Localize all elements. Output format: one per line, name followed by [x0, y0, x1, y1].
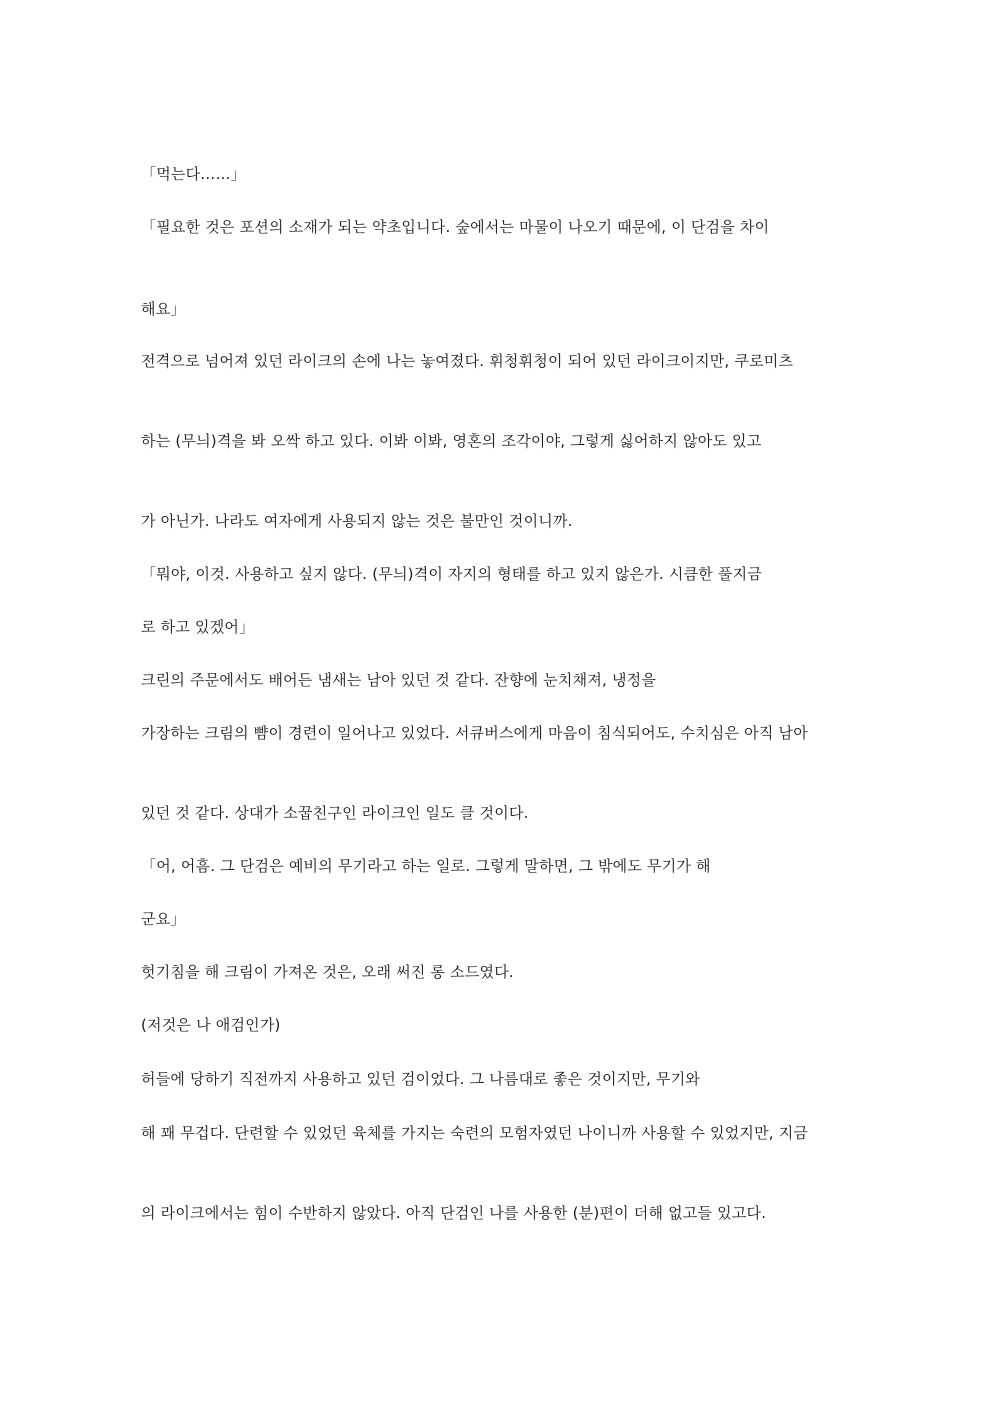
paragraph-1: 「먹는다……」 — [141, 165, 246, 183]
paragraph-7: 「뭐야, 이것. 사용하고 싶지 않다. (무늬)격이 자지의 형태를 하고 있지 않은가. 시큼한 풀지금 — [141, 565, 762, 583]
paragraph-15: (저것은 나 애검인가) — [141, 1016, 281, 1034]
paragraph-5: 하는 (무늬)격을 봐 오싹 하고 있다. 이봐 이봐, 영혼의 조각이야, 그렇게 싫어하지 않아도 있고 — [141, 432, 762, 450]
paragraph-2: 「필요한 것은 포션의 소재가 되는 약초입니다. 숲에서는 마물이 나오기 때문에, 이 단검을 차이 — [141, 218, 770, 236]
paragraph-13: 군요」 — [141, 910, 186, 928]
paragraph-10: 가장하는 크림의 뺨이 경련이 일어나고 있었다. 서큐버스에게 마음이 침식되어도, 수치심은 아직 남아 — [141, 724, 808, 742]
paragraph-17: 해 꽤 무겁다. 단련할 수 있었던 육체를 가지는 숙련의 모험자였던 나이니까 사용할 수 있었지만, 지금 — [141, 1124, 809, 1142]
paragraph-12: 「어, 어흠. 그 단검은 예비의 무기라고 하는 일로. 그렇게 말하면, 그 밖에도 무기가 해 — [141, 857, 711, 875]
paragraph-18: 의 라이크에서는 힘이 수반하지 않았다. 아직 단검인 나를 사용한 (분)편이 더해 없고들 있고다. — [141, 1204, 767, 1222]
paragraph-16: 허들에 당하기 직전까지 사용하고 있던 검이었다. 그 나름대로 좋은 것이지만, 무기와 — [141, 1070, 701, 1088]
paragraph-8: 로 하고 있겠어」 — [141, 618, 255, 636]
paragraph-4: 전격으로 넘어져 있던 라이크의 손에 나는 놓여졌다. 휘청휘청이 되어 있던 라이크이지만, 쿠로미츠 — [141, 352, 794, 370]
paragraph-3: 해요」 — [141, 300, 186, 318]
paragraph-9: 크린의 주문에서도 배어든 냄새는 남아 있던 것 같다. 잔향에 눈치채져, 냉정을 — [141, 671, 657, 689]
paragraph-14: 헛기침을 해 크림이 가져온 것은, 오래 써진 롱 소드였다. — [141, 963, 514, 981]
paragraph-11: 있던 것 같다. 상대가 소꿉친구인 라이크인 일도 클 것이다. — [141, 804, 529, 822]
paragraph-6: 가 아닌가. 나라도 여자에게 사용되지 않는 것은 불만인 것이니까. — [141, 512, 573, 530]
